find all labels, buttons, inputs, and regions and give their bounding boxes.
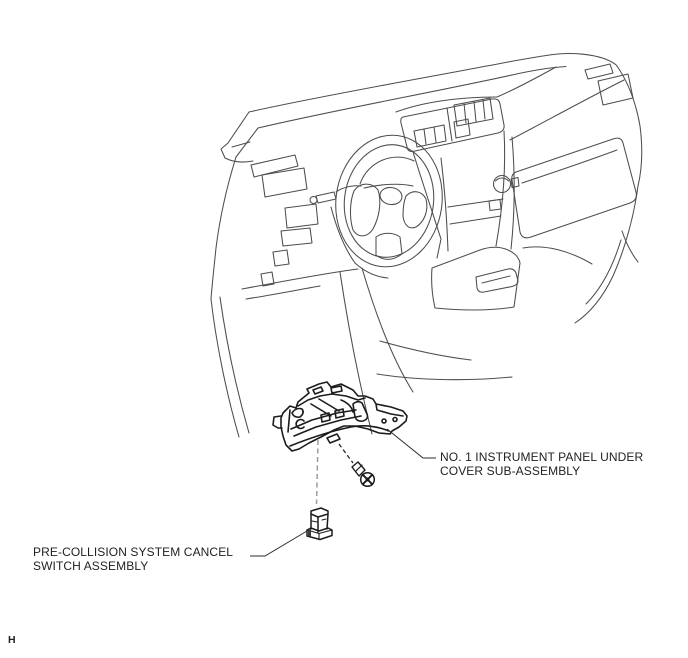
armrest-curve	[523, 247, 592, 264]
dash-left-edge	[211, 157, 236, 299]
switch-panel-rect3	[281, 228, 312, 246]
under-cover-label-line2: COVER SUB-ASSEMBLY	[440, 464, 581, 478]
lower-dash-edge2	[246, 286, 320, 299]
door-line-outer	[211, 299, 239, 437]
console-connector	[437, 239, 441, 258]
stack-line2	[450, 216, 501, 224]
screw-part-drawing	[352, 462, 374, 486]
dashboard-illustration	[211, 54, 642, 437]
stack-small-rect	[489, 200, 501, 211]
wheel-emblem	[379, 186, 403, 206]
glove-box	[512, 138, 637, 238]
column-under	[355, 263, 388, 278]
knob-arc	[496, 178, 509, 181]
under-cover-bottom-tab	[327, 434, 340, 443]
right-vent	[454, 98, 493, 126]
under-cover-label	[440, 450, 643, 478]
cancel-switch-label-line2: SWITCH ASSEMBLY	[33, 559, 149, 573]
turn-signal-stalk	[316, 192, 336, 203]
switch-body-detail	[312, 519, 326, 522]
right-lower-inner	[586, 240, 621, 304]
steering-wheel-outer	[327, 128, 450, 273]
left-vent-slats	[424, 127, 436, 144]
vent-square	[454, 119, 470, 138]
alignment-dashed-line	[317, 440, 319, 504]
under-cover-rib2	[319, 399, 339, 411]
under-cover-part-drawing	[273, 382, 407, 451]
small-panel	[273, 250, 289, 266]
cluster-through-wheel	[360, 157, 414, 184]
side-vent	[251, 155, 298, 177]
right-vent-small	[585, 64, 613, 79]
under-cover-inner-top	[298, 394, 365, 406]
glove-box-inner	[522, 150, 617, 183]
leader-line-switch	[250, 531, 307, 556]
cancel-switch-label-line1: PRE-COLLISION SYSTEM CANCEL	[33, 545, 234, 559]
seat-line1	[380, 341, 471, 360]
cancel-switch-label	[33, 545, 233, 573]
leader-line-under-cover	[387, 429, 436, 458]
stack-right-edge	[496, 131, 505, 246]
door-line-inner	[220, 297, 249, 433]
page-marker: H	[8, 634, 16, 646]
under-cover-top-clip2	[331, 386, 342, 393]
switch-top-face	[311, 508, 328, 517]
under-cover-top-clip1	[313, 387, 323, 394]
vent-divider	[447, 108, 452, 141]
wheel-left-pad	[350, 184, 379, 236]
floor-sweep2	[362, 268, 413, 392]
right-lower-edge	[575, 186, 638, 323]
seat-line2	[377, 374, 512, 380]
shifter-line	[482, 276, 510, 283]
switch-panel-rect2	[285, 204, 318, 228]
dash-front-edge	[236, 67, 566, 158]
under-cover-rim	[290, 426, 389, 446]
dash-crease-right	[510, 80, 624, 140]
switch-part-drawing	[307, 508, 332, 540]
screw-center	[366, 478, 370, 482]
under-cover-left-boss	[292, 409, 303, 418]
under-cover-bump1	[382, 419, 386, 423]
switch-panel-rect	[262, 168, 307, 197]
under-cover-left-wall	[288, 410, 290, 432]
under-cover-label-line1: NO. 1 INSTRUMENT PANEL UNDER	[440, 450, 644, 464]
screw-dashed-line	[339, 444, 353, 463]
dash-left-tip-line	[232, 142, 250, 147]
stalk-tip	[310, 197, 317, 204]
right-vent-large	[598, 74, 633, 105]
under-cover-bump2	[393, 418, 397, 422]
shifter-recess	[476, 269, 518, 292]
wheel-right-spoke	[403, 192, 427, 228]
